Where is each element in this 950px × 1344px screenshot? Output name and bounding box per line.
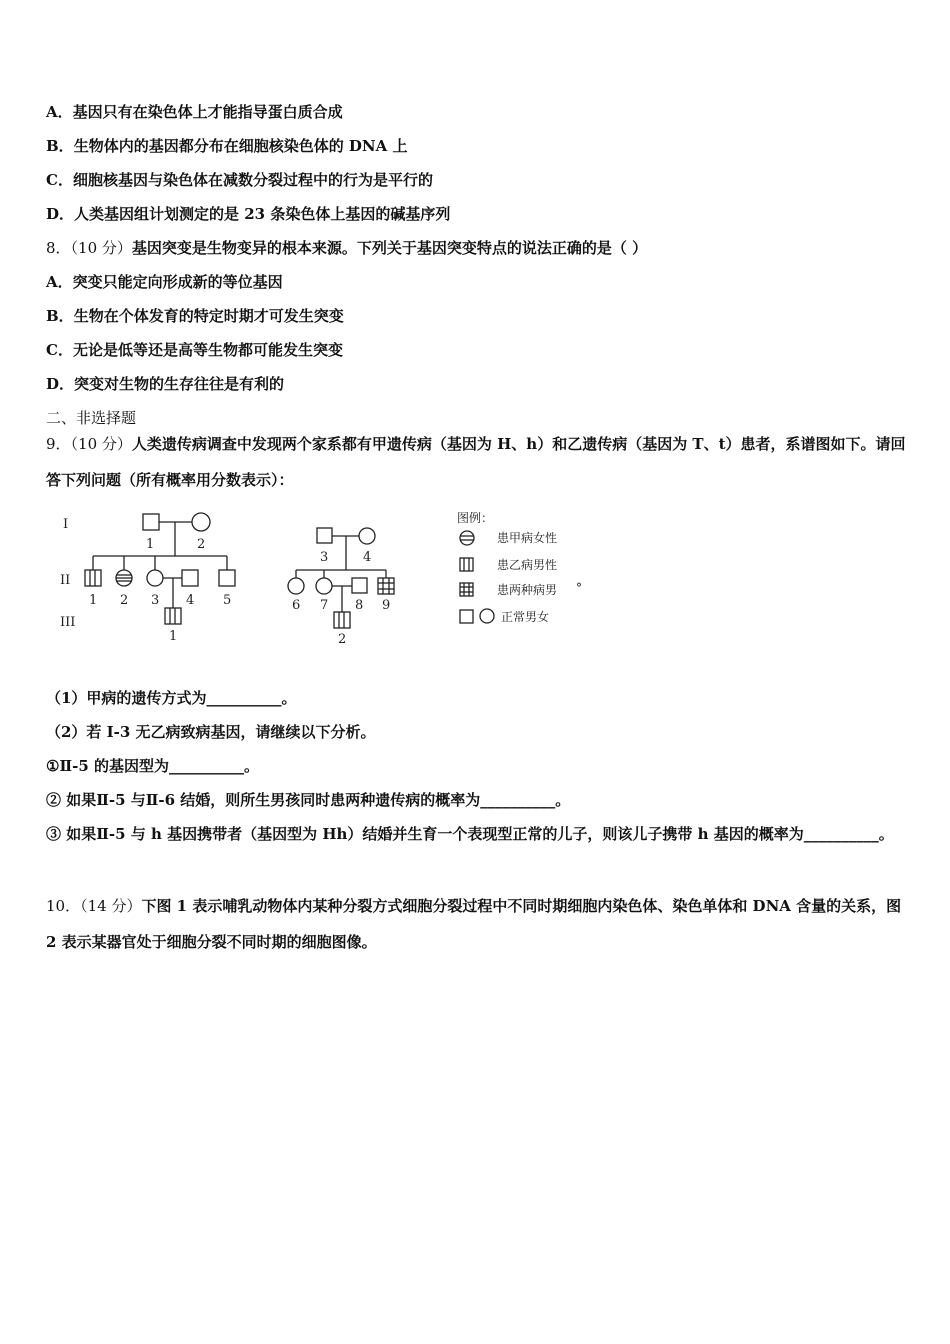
f1-II5-label: 5 — [223, 593, 232, 608]
f1-I1-label: 1 — [146, 537, 155, 552]
legend-normal: 正常男女 — [501, 610, 550, 624]
f2-II7-female — [316, 578, 332, 594]
q8-option-b: B．生物在个体发育的特定时期才可发生突变 — [46, 307, 344, 325]
q7-option-a: A．基因只有在染色体上才能指导蛋白质合成 — [46, 103, 343, 121]
f1-II4-male — [182, 570, 198, 586]
legend-normal-male-symbol — [460, 610, 473, 623]
q10-stem: 10．（14 分）下图 1 表示哺乳动物体内某种分裂方式细胞分裂过程中不同时期细胞内染色体、染色单体和 DNA 含量的关系，图 2 表示某器官处于细胞分裂不同时期的细胞图像。 — [46, 897, 902, 951]
q7-option-b: B．生物体内的基因都分布在细胞核染色体的 DNA 上 — [46, 137, 408, 155]
legend-mark: ° — [576, 581, 582, 595]
legend-male-both: 患两种病男 — [497, 583, 558, 597]
pedigree-figure — [55, 508, 595, 648]
f2-I3-label: 3 — [320, 550, 329, 565]
gen-label-I: I — [63, 517, 69, 532]
q9-part1: （1）甲病的遗传方式为__________。 — [46, 689, 297, 707]
f2-II8-male — [352, 578, 367, 593]
f2-II9-male-both — [378, 578, 394, 594]
legend-female-a: 患甲病女性 — [497, 531, 558, 545]
q9-part2-sub2: ② 如果Ⅱ-5 与Ⅱ-6 结婚，则所生男孩同时患两种遗传病的概率为__________。 — [46, 791, 571, 809]
q9-part2-sub1: ①Ⅱ-5 的基因型为__________。 — [46, 757, 259, 775]
f2-II6-female — [288, 578, 304, 594]
f2-II9-label: 9 — [382, 598, 391, 613]
q8-option-d: D．突变对生物的生存往往是有利的 — [46, 375, 285, 393]
f1-I1-male — [143, 514, 159, 530]
q8-option-c: C．无论是低等还是高等生物都可能发生突变 — [46, 341, 343, 359]
pedigree-chart — [55, 508, 595, 648]
f1-III1-male-disease-b — [165, 608, 181, 624]
q9-stem: 9．（10 分）人类遗传病调查中发现两个家系都有甲遗传病（基因为 H、h）和乙遗传病（基因为 T、t）患者，系谱图如下。请回答下列问题（所有概率用分数表示）： — [46, 435, 906, 489]
f1-II4-label: 4 — [186, 593, 195, 608]
q7-option-d: D．人类基因组计划测定的是 23 条染色体上基因的碱基序列 — [46, 205, 451, 223]
f2-III2-label: 2 — [338, 632, 347, 647]
f1-III1-label: 1 — [169, 629, 178, 644]
q7-option-c: C．细胞核基因与染色体在减数分裂过程中的行为是平行的 — [46, 171, 433, 189]
f1-II1-label: 1 — [89, 593, 98, 608]
f1-II2-label: 2 — [120, 593, 129, 608]
f2-I4-label: 4 — [363, 550, 372, 565]
f2-II8-label: 8 — [355, 598, 364, 613]
legend-female-a-symbol — [460, 531, 474, 545]
f1-I2-female — [192, 513, 210, 531]
legend-male-b: 患乙病男性 — [497, 558, 558, 572]
legend-title: 图例： — [457, 511, 494, 525]
f2-I4-female — [359, 528, 375, 544]
q9-part2-sub3: ③ 如果Ⅱ-5 与 h 基因携带者（基因型为 Hh）结婚并生育一个表现型正常的儿子，则该儿子携带 h 基因的概率为__________。 — [46, 825, 894, 843]
f1-II3-female — [147, 570, 163, 586]
gen-label-III: III — [60, 615, 76, 630]
f1-II3-label: 3 — [151, 593, 160, 608]
q8-stem: 8．（10 分）基因突变是生物变异的根本来源。下列关于基因突变特点的说法正确的是（ ） — [46, 239, 648, 257]
f2-II6-label: 6 — [292, 598, 301, 613]
f2-II7-label: 7 — [320, 598, 329, 613]
legend-male-b-symbol — [460, 558, 473, 571]
gen-label-II: II — [60, 573, 71, 588]
f1-II1-male-disease-b — [85, 570, 101, 586]
f2-I3-male — [317, 528, 332, 543]
f1-I2-label: 2 — [197, 537, 206, 552]
section-heading: 二、非选择题 — [46, 409, 137, 427]
q9-part2: （2）若 I-3 无乙病致病基因，请继续以下分析。 — [46, 723, 376, 741]
f2-III2-male-disease-b — [334, 612, 350, 628]
f1-II5-male — [219, 570, 235, 586]
q8-option-a: A．突变只能定向形成新的等位基因 — [46, 273, 283, 291]
legend-male-both-symbol — [460, 583, 473, 596]
legend-normal-female-symbol — [480, 609, 494, 623]
